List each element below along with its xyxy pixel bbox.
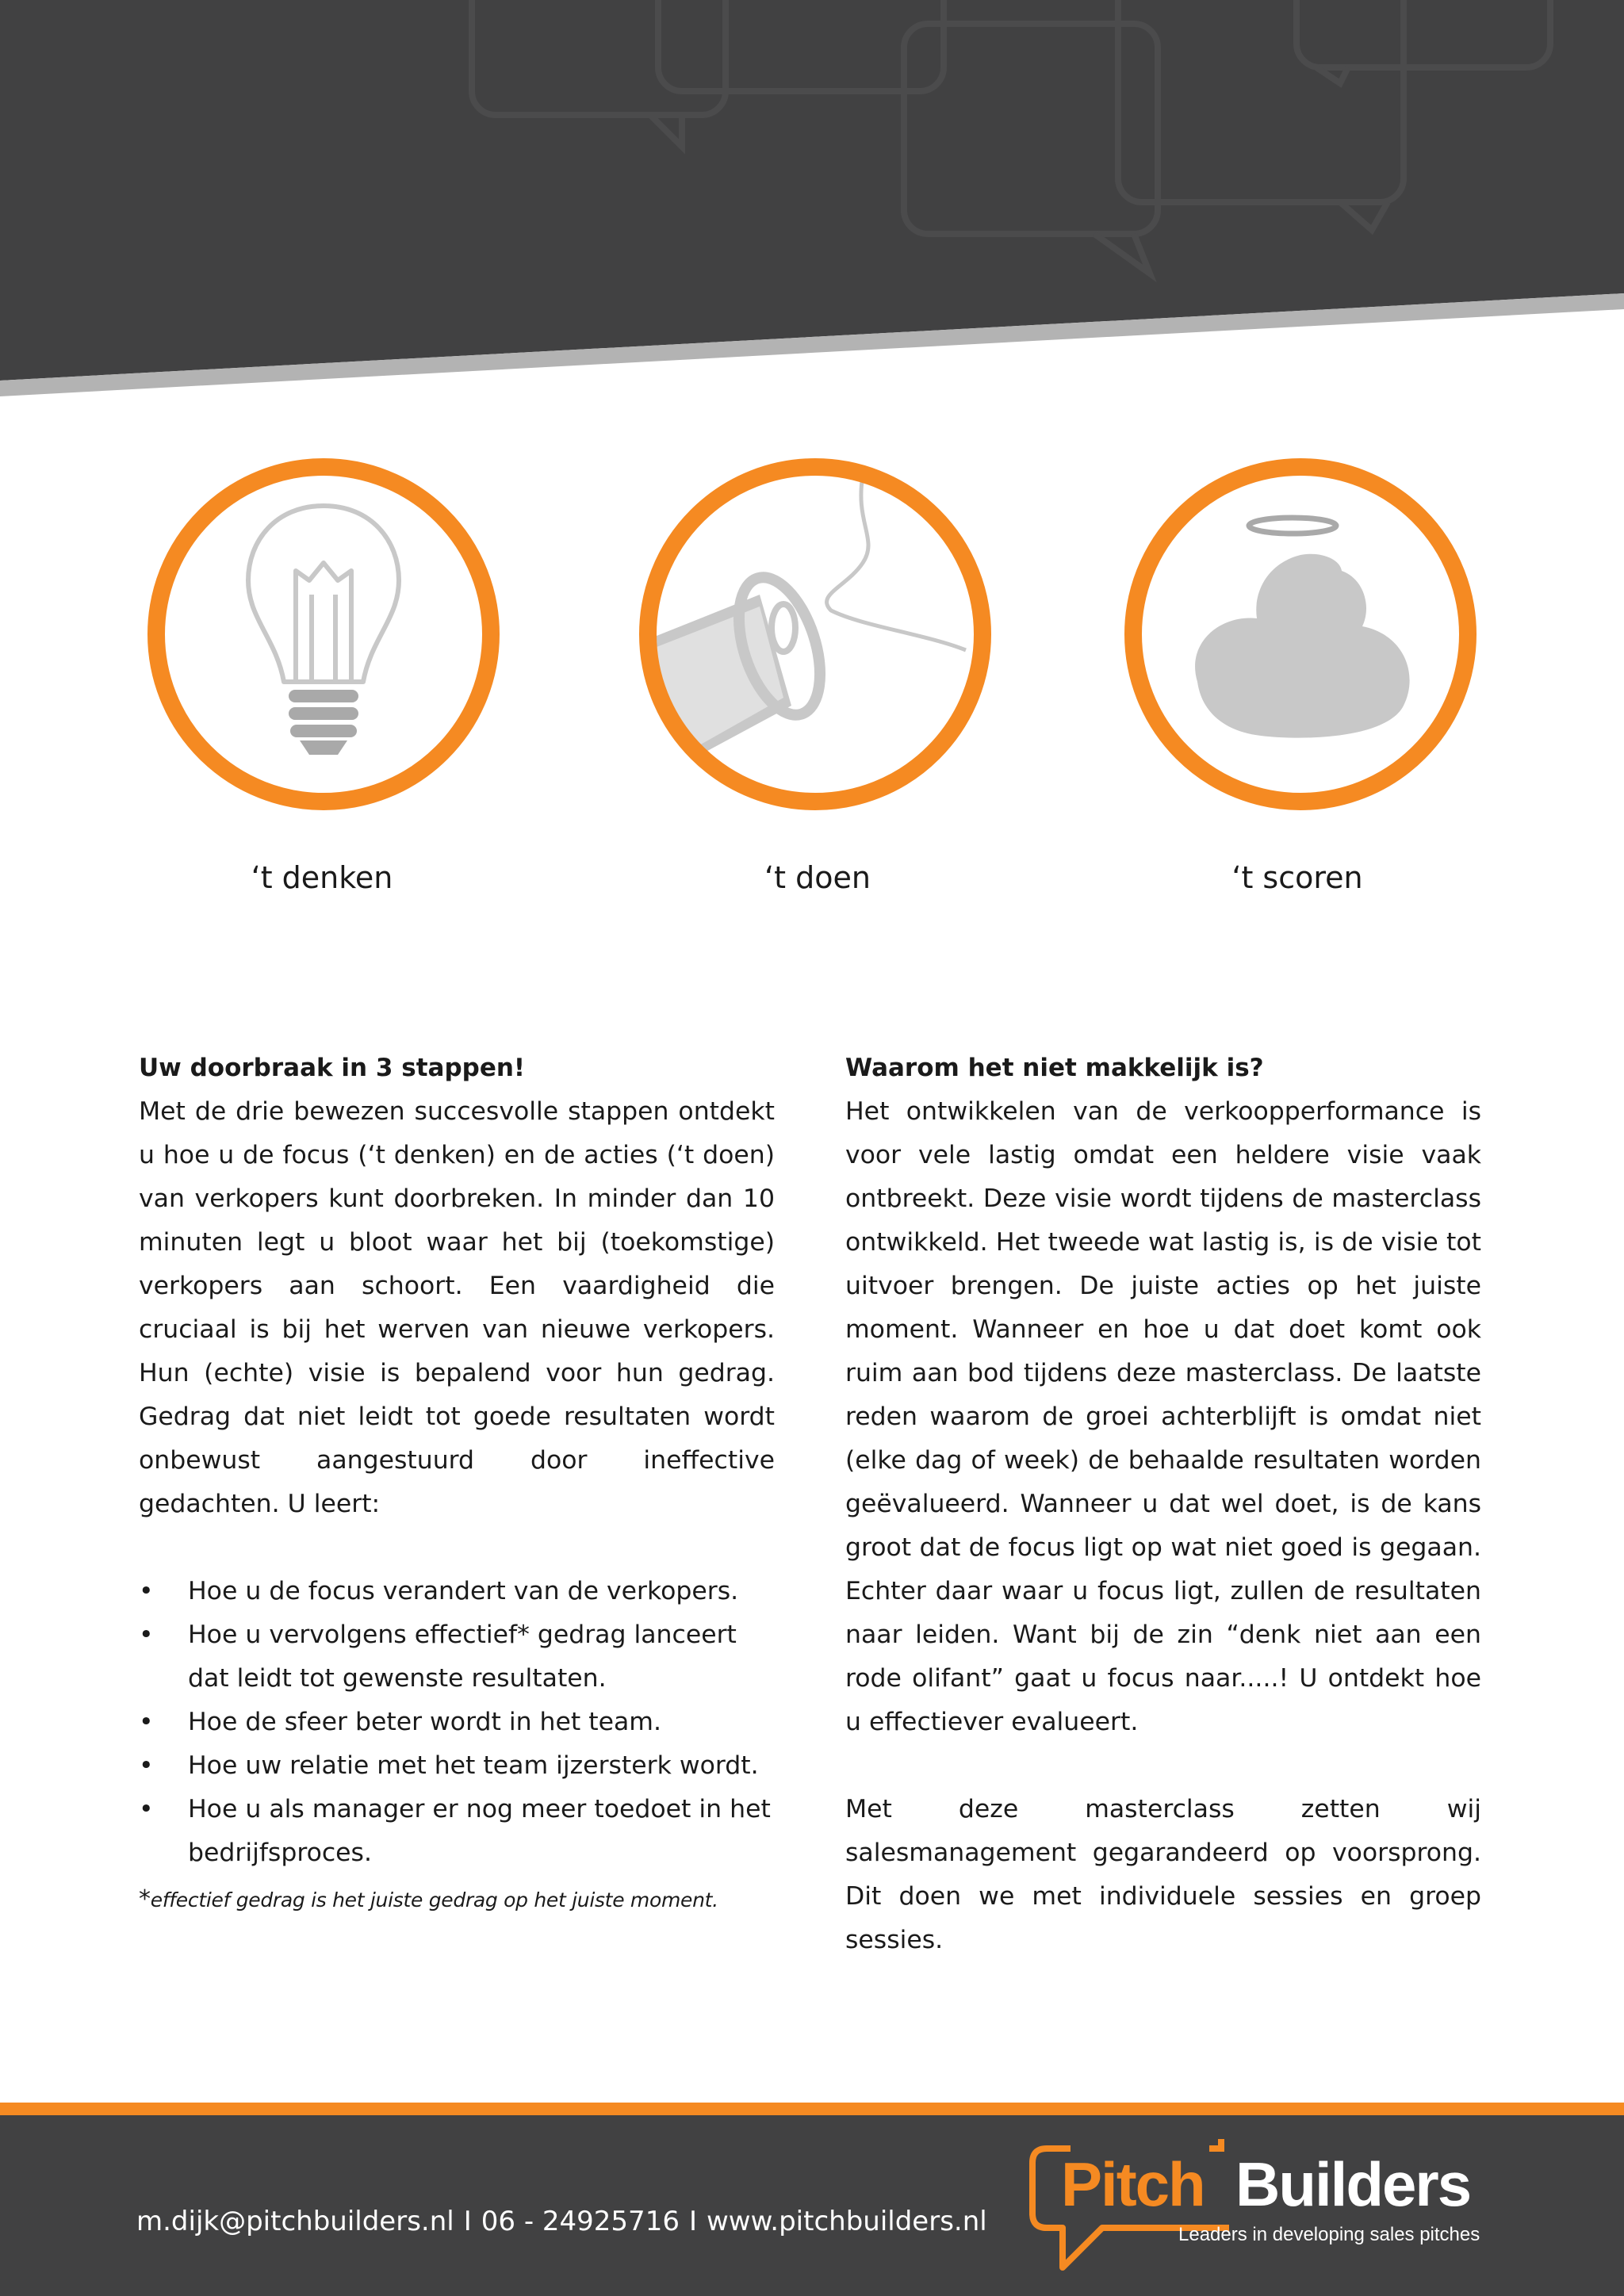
left-intro: Met de drie bewezen succesvolle stappen ontdekt u hoe u de focus (‘t denken) en de acties (‘t doen) van verkopers kunt doorbreken. In minder dan 10 minuten legt u bloot waar het bij (toekomstige) verkopers aan schoort. Een vaardigheid die cruciaal is bij het werven van nieuwe verkopers. Hun (echte) visie is bepalend voor hun gedrag. Gedrag dat niet leidt tot goede resultaten wordt onbewust aangestuurd door ineffective gedachten. U leert: [139,1097,775,1518]
footnote [139,1885,718,1913]
website-link[interactable]: www.pitchbuilders.nl [706,2206,987,2237]
step-label-doing: ‘t doen [764,860,871,895]
separator: I [688,2206,697,2237]
footer-accent-stripe [0,2103,1624,2115]
right-paragraph-1: Het ontwikkelen van de verkoopperformance is voor vele lastig omdat een heldere visie vaak ontbreekt. Deze visie wordt tijdens de masterclass ontwikkeld. Het tweede wat lastig is, is de visie tot uitvoer brengen. De juiste acties op het juiste moment. Wanneer en hoe u dat doet komt ook ruim aan bod tijdens deze masterclass. De laatste reden waarom de groei achterblijft is omdat niet (elke dag of week) de behaalde resultaten worden geëvalueerd. Wanneer u dat wel doet, is de kans groot dat de focus ligt op wat niet goed is gegaan. Echter daar waar u focus ligt, zullen de resultaten naar leiden. Want bij de zin “denk niet aan een rode olifant” gaat u focus naar.....! U ontdekt hoe u effectiever evalueert. [845,1097,1481,1736]
list-item: • Hoe u vervolgens effectief* gedrag lanceert dat leidt tot gewenste resultaten. [139,1613,775,1701]
list-item: • Hoe de sfeer beter wordt in het team. [139,1701,775,1744]
separator: I [463,2206,472,2237]
pitch-builders-logo [1023,2133,1499,2275]
step-thinking [133,444,514,825]
step-label-scoring: ‘t scoren [1231,860,1363,895]
left-heading: Uw doorbraak in 3 stappen! [139,1054,526,1082]
benefits-list [139,1570,775,1875]
list-item: • Hoe u als manager er nog meer toedoet in het bedrijfsproces. [139,1788,775,1875]
megaphone-icon [625,444,1005,825]
footnote-text: effectief gedrag is het juiste gedrag op het juiste moment. [150,1888,718,1911]
phone-number: 06 - 24925716 [481,2206,680,2237]
step-label-thinking: ‘t denken [251,860,393,895]
right-paragraph-2: Met deze masterclass zetten wij salesmanagement gegarandeerd op voorsprong. Dit doen we met individuele sessies en groep sessies. [845,1795,1481,1954]
right-column [845,1047,1481,1962]
logo-tagline: Leaders in developing sales pitches [1178,2224,1480,2245]
email-link[interactable]: m.dijk@pitchbuilders.nl [136,2206,454,2237]
right-heading: Waarom het niet makkelijk is? [845,1054,1264,1082]
footnote-star: * [139,1885,151,1913]
list-item: • Hoe u de focus verandert van de verkopers. [139,1570,775,1613]
halo-icon [1110,444,1491,825]
step-scoring [1110,444,1491,825]
step-doing [625,444,1005,825]
header-banner [0,0,1624,412]
contact-line [136,2206,987,2237]
lightbulb-icon [133,444,514,825]
left-column [139,1047,775,1875]
logo-word-pitch: Pitch [1061,2149,1205,2219]
list-item: • Hoe uw relatie met het team ijzersterk wordt. [139,1744,775,1788]
logo-word-builders: Builders [1235,2149,1471,2219]
